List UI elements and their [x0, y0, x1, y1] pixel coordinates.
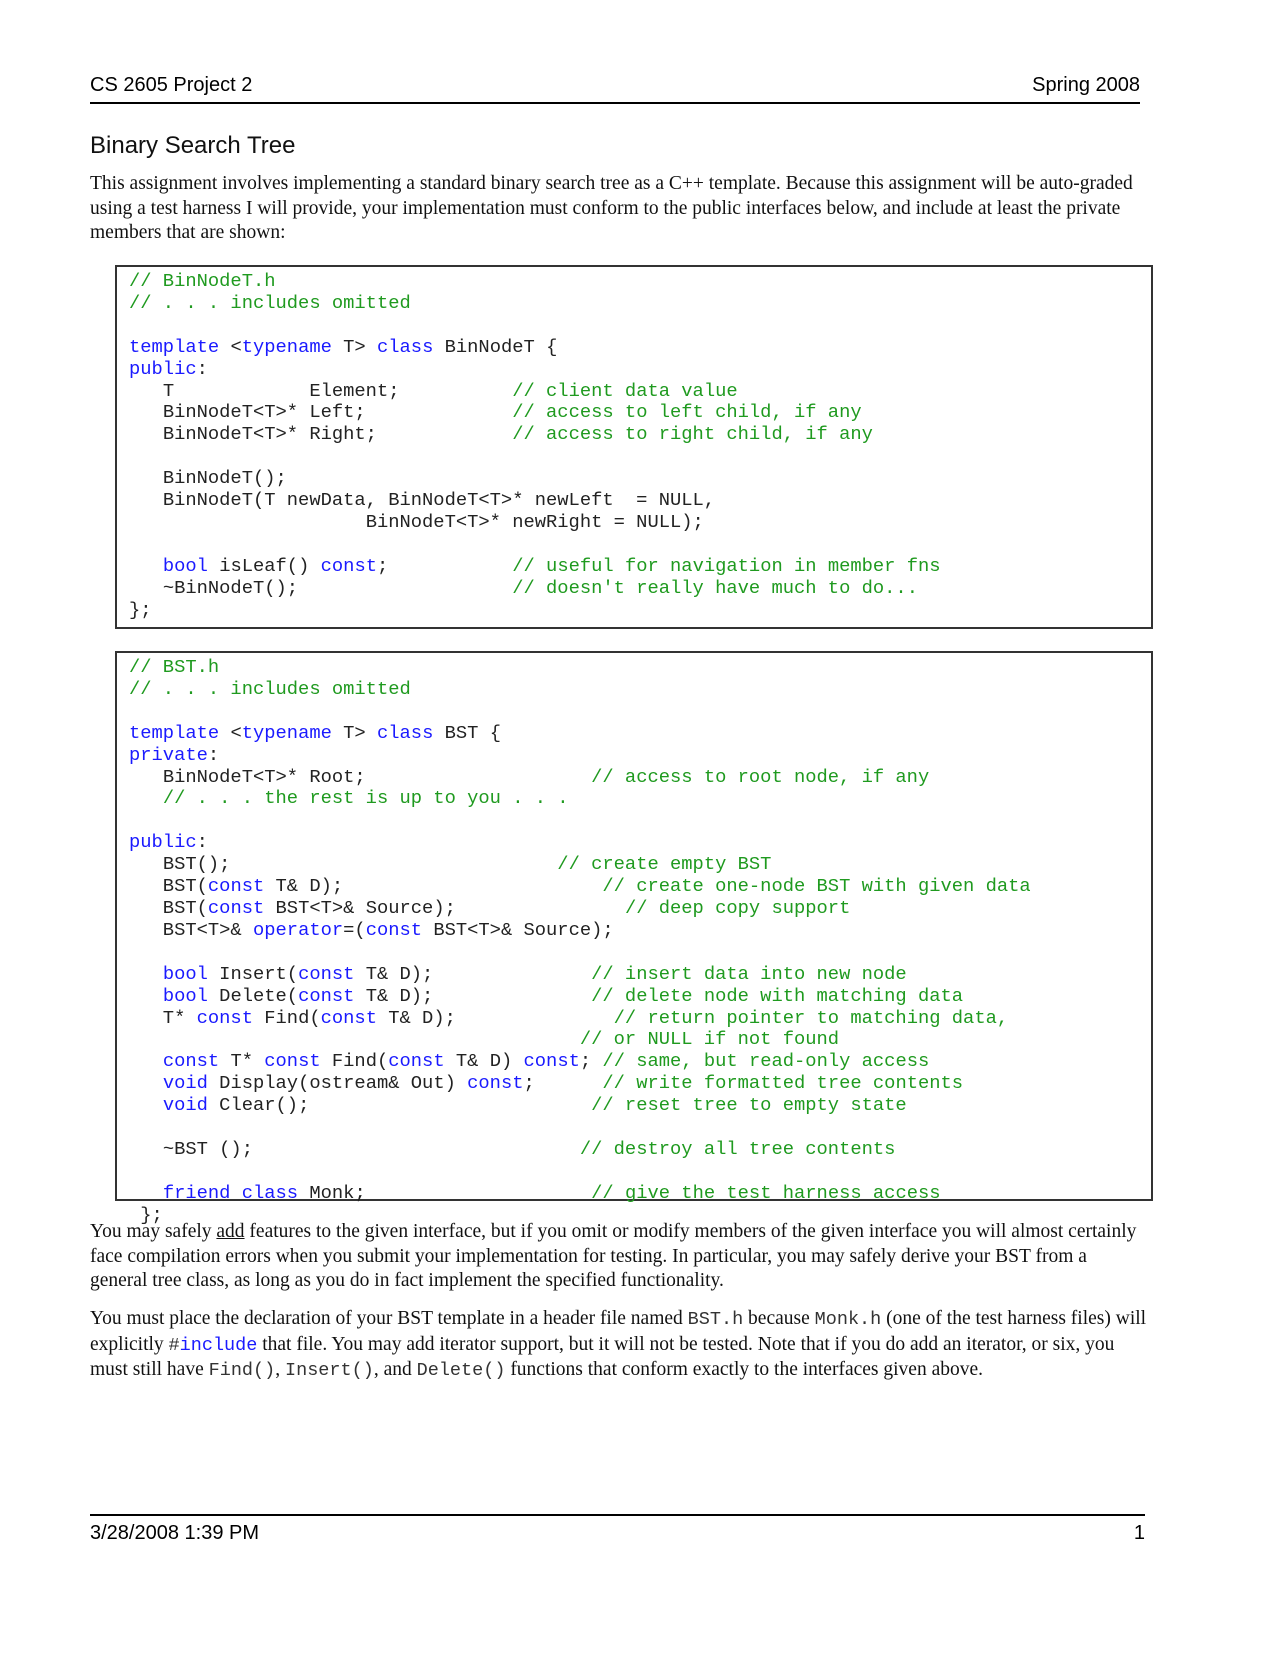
kw-bool: bool	[162, 554, 208, 577]
kw-template: template	[129, 335, 220, 358]
page-header	[90, 74, 1140, 104]
bst-code: // BST.h // . . . includes omitted template <typename T> class BST { private: BinNodeT<T>* Root; // access to root node, if any // . . . the rest is up to you . . . public: BST(); // create empty BST BST(const T& D); // create one-node BST with given data BST(const BST<T>& Source); // deep copy support BST<T>& operator=(const BST<T>& Source); bool Insert(const T& D); // insert data into new node bool Delete(const T& D); // delete node with matching data T* const Find(const T& D); // return pointer to matching data, // or NULL if not found const T* const Find(const T& D) const; // same, but read-only access void Display(ostream& Out) const; // write formatted tree contents void Clear(); // reset tree to empty state ~BST (); // destroy all tree contents friend class Monk; // give the test harness access };	[129, 656, 1031, 1226]
para3-t6: , and	[373, 1359, 417, 1380]
ctor-full-2: BinNodeT<T>* newRight = NULL);	[365, 510, 704, 533]
comment-find-2: // or NULL if not found	[579, 1028, 840, 1051]
comment-insert: // insert data into new node	[591, 962, 907, 985]
code-delete: Delete()	[416, 1360, 506, 1381]
decl-right: BinNodeT<T>* Right;	[162, 423, 377, 446]
kw-const: const	[365, 918, 423, 941]
root-decl: BinNodeT<T>* Root;	[162, 765, 366, 788]
kw-class: class	[241, 1181, 299, 1204]
binnode-code-box	[115, 265, 1153, 629]
comment-clear: // reset tree to empty state	[591, 1094, 907, 1117]
isleaf-sig: isLeaf()	[219, 554, 310, 577]
binnode-close: };	[129, 598, 152, 621]
bst-code-box	[115, 651, 1153, 1226]
binnode-class-name: BinNodeT	[444, 335, 535, 358]
kw-const: const	[320, 1006, 377, 1029]
kw-bool: bool	[162, 962, 208, 985]
kw-private: private	[129, 743, 208, 766]
para3-t5: ,	[275, 1359, 285, 1380]
binnode-file-comment: // BinNodeT.h	[129, 270, 276, 292]
code-hash: #	[168, 1334, 180, 1356]
binnode-dtor: ~BinNodeT();	[162, 576, 299, 599]
comment-left: // access to left child, if any	[512, 401, 862, 424]
para3-t7: functions that conform exactly to the interfaces given above.	[505, 1359, 984, 1380]
binnode-includes-comment: // . . . includes omitted	[129, 291, 411, 314]
header-course: CS 2605 Project 2	[90, 74, 253, 96]
footer-datetime: 3/28/2008 1:39 PM	[90, 1522, 260, 1544]
code-insert: Insert()	[285, 1360, 374, 1381]
binnode-code: // BinNodeT.h // . . . includes omitted template <typename T> class BinNodeT { public: T Element; // client data value BinNodeT<T>* Left; // access to left child, if any BinNodeT<T>* Right; // access to right child, if any BinNodeT(); BinNodeT(T newData, BinNodeT<T>* newLeft = NULL, BinNodeT<T>* newRight = NULL); bool isLeaf() const; // useful for navigation in member fns ~BinNodeT(); // doesn't really have much to do... };	[129, 270, 941, 621]
bst-file-comment: // BST.h	[129, 656, 220, 678]
comment-find-const: // same, but read-only access	[602, 1050, 930, 1073]
bst-dtor: ~BST ();	[162, 1137, 253, 1160]
comment-ctor-default: // create empty BST	[557, 853, 772, 876]
kw-const: const	[196, 1006, 253, 1029]
kw-operator: operator	[252, 918, 344, 941]
kw-const: const	[388, 1050, 445, 1073]
kw-public: public	[129, 357, 197, 380]
comment-ctor-data: // create one-node BST with given data	[602, 875, 1031, 898]
paragraph-add-features	[90, 1220, 1148, 1294]
header-term: Spring 2008	[1032, 74, 1140, 96]
friend-name: Monk;	[309, 1181, 366, 1204]
kw-const: const	[162, 1050, 220, 1073]
bst-close: };	[140, 1203, 163, 1226]
comment-display: // write formatted tree contents	[602, 1072, 964, 1095]
para2-underlined: add	[216, 1221, 245, 1242]
paragraph-header-file	[90, 1307, 1148, 1384]
para3-t2: because	[743, 1308, 815, 1329]
comment-right: // access to right child, if any	[512, 423, 873, 446]
kw-const: const	[298, 962, 355, 985]
kw-public: public	[129, 831, 197, 854]
para3-t1: You must place the declaration of your BST template in a header file named	[90, 1308, 688, 1329]
comment-isleaf: // useful for navigation in member fns	[512, 554, 941, 577]
kw-const: const	[264, 1050, 321, 1073]
ctor-default: BinNodeT();	[162, 467, 287, 490]
page-title: Binary Search Tree	[90, 132, 296, 159]
kw-void: void	[162, 1072, 208, 1095]
kw-const: const	[207, 896, 265, 919]
kw-const: const	[298, 984, 355, 1007]
kw-void: void	[162, 1094, 208, 1117]
comment-rest: // . . . the rest is up to you . . .	[162, 787, 569, 810]
kw-class: class	[376, 335, 434, 358]
comment-binnode-dtor: // doesn't really have much to do...	[512, 576, 918, 599]
para3-t4: that file. You may add iterator support, but it will not be tested. Note that if you do add an iterator, or six, you must still have	[90, 1333, 1115, 1380]
intro-paragraph: This assignment involves implementing a standard binary search tree as a C++ template. Because this assignment will be auto-graded using a test harness I will provide, your implementation must conform to the public interfaces below, and include at least the private members that are shown:	[90, 173, 1133, 243]
bst-ctor-default: BST();	[162, 853, 231, 876]
comment-root: // access to root node, if any	[591, 765, 930, 788]
decl-left: BinNodeT<T>* Left;	[162, 401, 366, 424]
comment-bst-dtor: // destroy all tree contents	[579, 1137, 896, 1160]
kw-const: const	[207, 875, 265, 898]
comment-element: // client data value	[512, 379, 738, 402]
comment-find-1: // return pointer to matching data,	[613, 1006, 1009, 1029]
comment-friend: // give the test harness access	[591, 1181, 941, 1204]
decl-element: T Element;	[162, 379, 400, 402]
kw-const: const	[320, 554, 377, 577]
footer-page-number: 1	[1133, 1522, 1145, 1544]
kw-class: class	[376, 721, 434, 744]
kw-template: template	[129, 721, 220, 744]
code-bst-h: BST.h	[687, 1309, 744, 1330]
bst-includes-comment: // . . . includes omitted	[129, 677, 411, 700]
comment-copy: // deep copy support	[624, 896, 851, 919]
code-include: include	[179, 1334, 258, 1356]
kw-bool: bool	[162, 984, 208, 1007]
bst-class-name: BST	[444, 721, 479, 744]
kw-const: const	[467, 1072, 524, 1095]
ctor-full-1: BinNodeT(T newData, BinNodeT<T>* newLeft = NULL,	[162, 489, 716, 512]
para3-t3: (one of the test harness files) will explicitly	[90, 1308, 1147, 1355]
comment-delete: // delete node with matching data	[591, 984, 964, 1007]
kw-typename: typename	[241, 721, 332, 744]
code-monk-h: Monk.h	[814, 1309, 882, 1330]
kw-typename: typename	[241, 335, 332, 358]
kw-friend: friend	[162, 1181, 231, 1204]
page-footer	[90, 1514, 1145, 1546]
code-find: Find()	[208, 1360, 276, 1381]
kw-const: const	[523, 1050, 580, 1073]
para2-pre: You may safely	[90, 1221, 217, 1242]
para2-post: features to the given interface, but if you omit or modify members of the given interface you will almost certainly face compilation errors when you submit your implementation for testing. In particular, you may safely derive your BST from a general tree class, as long as you do in fact implement the specified functionality.	[90, 1221, 1137, 1291]
